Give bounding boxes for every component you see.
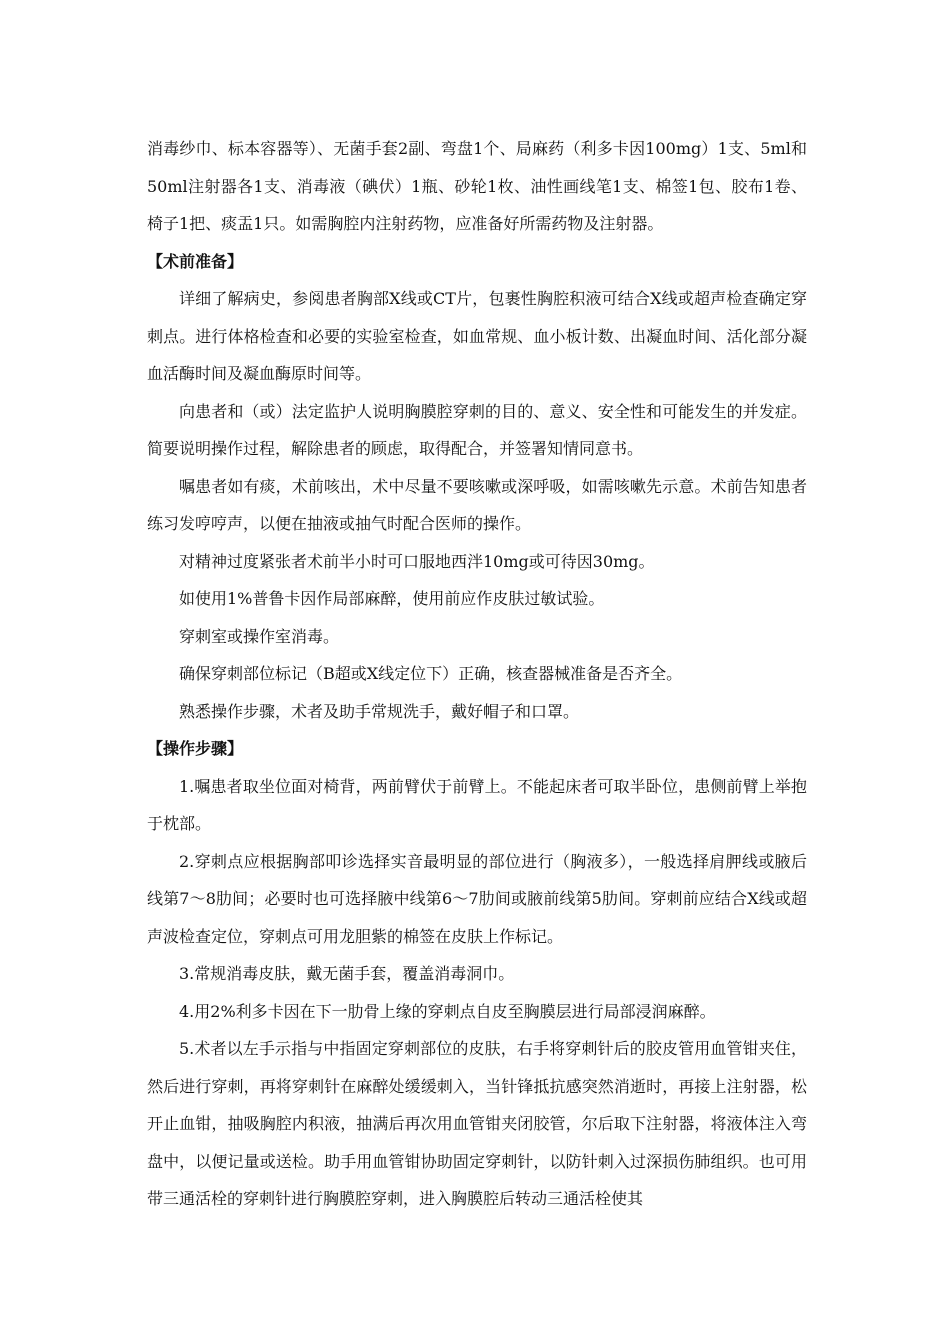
intro-paragraph: 消毒纱巾、标本容器等）、无菌手套2副、弯盘1个、局麻药（利多卡因100mg）1支、5ml和50ml注射器各1支、消毒液（碘伏）1瓶、砂轮1枚、油性画线笔1支、棉签1包、胶布1卷、椅子1把、痰盂1只。如需胸腔内注射药物，应准备好所需药物及注射器。 [147,139,807,233]
preop-paragraph-3: 嘱患者如有痰，术前咳出，术中尽量不要咳嗽或深呼吸，如需咳嗽先示意。术前告知患者练习发哼哼声，以便在抽液或抽气时配合医师的操作。 [147,476,807,533]
section-heading-preop: 【术前准备】 [147,251,244,271]
step-paragraph-2: 2.穿刺点应根据胸部叩诊选择实音最明显的部位进行（胸液多），一般选择肩胛线或腋后线第7～8肋间；必要时也可选择腋中线第6～7肋间或腋前线第5肋间。穿刺前应结合X线或超声波检查定位，穿刺点可用龙胆紫的棉签在皮肤上作标记。 [147,851,807,946]
preop-paragraph-1: 详细了解病史，参阅患者胸部X线或CT片，包裹性胸腔积液可结合X线或超声检查确定穿刺点。进行体格检查和必要的实验室检查，如血常规、血小板计数、出凝血时间、活化部分凝血活酶时间及凝血酶原时间等。 [147,289,807,383]
step-paragraph-3: 3.常规消毒皮肤，戴无菌手套，覆盖消毒洞巾。 [179,964,515,983]
preop-paragraph-8: 熟悉操作步骤，术者及助手常规洗手，戴好帽子和口罩。 [179,701,580,721]
preop-paragraph-7: 确保穿刺部位标记（B超或X线定位下）正确，核查器械准备是否齐全。 [179,664,683,683]
step-paragraph-5: 5.术者以左手示指与中指固定穿刺部位的皮肤，右手将穿刺针后的胶皮管用血管钳夹住，然后进行穿刺，再将穿刺针在麻醉处缓缓刺入，当针锋抵抗感突然消逝时，再接上注射器，松开止血钳，抽吸胸腔内积液，抽满后再次用血管钳夹闭胶管，尔后取下注射器，将液体注入弯盘中，以便记量或送检。助手用血管钳协助固定穿刺针，以防针刺入过深损伤肺组织。也可用带三通活栓的穿刺针进行胸膜腔穿刺，进入胸膜腔后转动三通活栓使其 [147,1039,807,1208]
document-body [147,130,807,1218]
preop-paragraph-4: 对精神过度紧张者术前半小时可口服地西泮10mg或可待因30mg。 [179,551,655,571]
section-heading-steps: 【操作步骤】 [147,739,244,758]
preop-paragraph-5: 如使用1%普鲁卡因作局部麻醉，使用前应作皮肤过敏试验。 [179,589,605,608]
preop-paragraph-2: 向患者和（或）法定监护人说明胸膜腔穿刺的目的、意义、安全性和可能发生的并发症。简要说明操作过程，解除患者的顾虑，取得配合，并签署知情同意书。 [147,401,807,458]
step-paragraph-1: 1.嘱患者取坐位面对椅背，两前臂伏于前臂上。不能起床者可取半卧位，患侧前臂上举抱于枕部。 [147,776,807,833]
step-paragraph-4: 4.用2%利多卡因在下一肋骨上缘的穿刺点自皮至胸膜层进行局部浸润麻醉。 [179,1001,716,1021]
preop-paragraph-6: 穿刺室或操作室消毒。 [179,626,340,646]
